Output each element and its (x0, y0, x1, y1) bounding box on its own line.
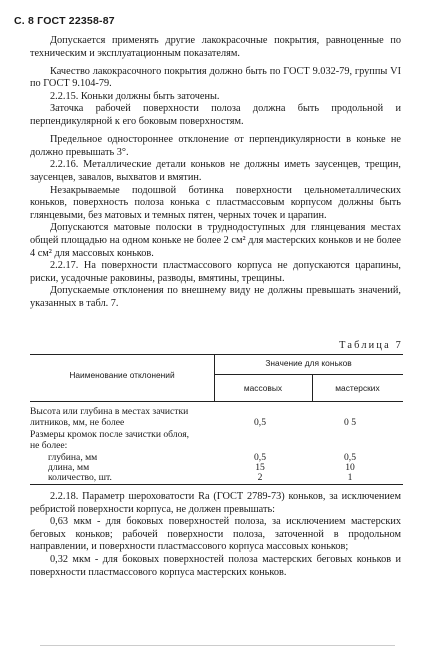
paragraph: Допускается применять другие лакокрасочные покрытия, равноценные по техническим и эксплуатационным показателям. (30, 35, 401, 59)
sub-row-mass: 15 (255, 462, 265, 473)
row2-label-a: Размеры кромок после зачистки облоя, (30, 429, 190, 440)
table-top-rule (30, 354, 403, 355)
sub-row-master: 1 (347, 472, 353, 483)
row1-label-a: Высота или глубина в местах зачистки (30, 406, 189, 417)
deviation-table (30, 354, 403, 482)
col-header-name: Наименование отклонений (69, 370, 175, 380)
sub-row-mass: 0,5 (254, 452, 266, 463)
paragraph: Незакрываемые подошвой ботинка поверхности цельнометаллических коньков, поверхность полоза конька с пластмассовым корпусом должны быть глянцевыми, без матовых и темных пятен, черных точек и царапин. (30, 184, 401, 221)
paragraph: Допускаются матовые полоски в труднодоступных для глянцевания местах общей площадью на одном коньке не более 2 см² для мастерских коньков и не более 4 см² для массовых коньков. (30, 222, 401, 259)
paragraph: 2.2.18. Параметр шероховатости Ra (ГОСТ 2789-73) коньков, за исключением ребристой поверхности корпуса, не должен превышать: (30, 491, 401, 515)
table-title: Таблица 7 (339, 340, 403, 351)
paragraph: 2.2.16. Металлические детали коньков не должны иметь заусенцев, трещин, заусенцев, завалов, выхватов и вмятин. (30, 159, 401, 183)
body-text-bottom (30, 491, 401, 579)
row1-master: 0 5 (344, 417, 356, 428)
paragraph: Предельное одностороннее отклонение от перпендикулярности в коньке не должно превышать 3°. (30, 134, 401, 158)
sub-row-label: глубина, мм (48, 452, 98, 463)
sub-row-mass: 2 (257, 472, 263, 483)
table-header-rule (30, 401, 403, 402)
body-text-top (30, 35, 401, 310)
row1-mass: 0,5 (254, 417, 266, 428)
table-group-rule (214, 374, 403, 375)
sub-row-master: 10 (345, 462, 355, 473)
table-bottom-rule (30, 484, 403, 485)
row1-label-b: литников, мм, не более (30, 417, 125, 428)
page-header: С. 8 ГОСТ 22358-87 (14, 15, 115, 27)
sub-row-label: длина, мм (48, 462, 90, 473)
paragraph: 0,63 мкм - для боковых поверхностей полоза, за исключением мастерских беговых коньков; рабочей поверхности полоза, заточенной в продольном направлении, и поверхности пластмассового корпуса массовых коньков; (30, 516, 401, 553)
paragraph: Заточка рабочей поверхности полоза должна быть продольной и перпендикулярной к его боковым поверхностям. (30, 103, 401, 128)
sub-row-label: количество, шт. (48, 472, 112, 483)
page-bottom-rule (40, 645, 395, 646)
sub-row-master: 0,5 (344, 452, 356, 463)
paragraph: 0,32 мкм - для боковых поверхностей полоза мастерских беговых коньков и поверхности пластмассового корпуса мастерских коньков. (30, 553, 401, 578)
row2-label-b: не более: (30, 440, 68, 451)
col-header-mass: массовых (243, 383, 283, 393)
paragraph: Качество лакокрасочного покрытия должно быть по ГОСТ 9.032-79, группы VI по ГОСТ 9.104-79. (30, 65, 401, 90)
col-header-group: Значение для коньков (265, 358, 352, 368)
col-header-master: мастерских (335, 383, 380, 393)
paragraph: 2.2.17. На поверхности пластмассового корпуса не допускаются царапины, риски, усадочные раковины, разводы, вмятины, трещины. (30, 260, 401, 284)
paragraph: Допускаемые отклонения по внешнему виду не должны превышать значений, указанных в табл. 7. (30, 285, 401, 309)
paragraph: 2.2.15. Коньки должны быть заточены. (50, 90, 220, 102)
